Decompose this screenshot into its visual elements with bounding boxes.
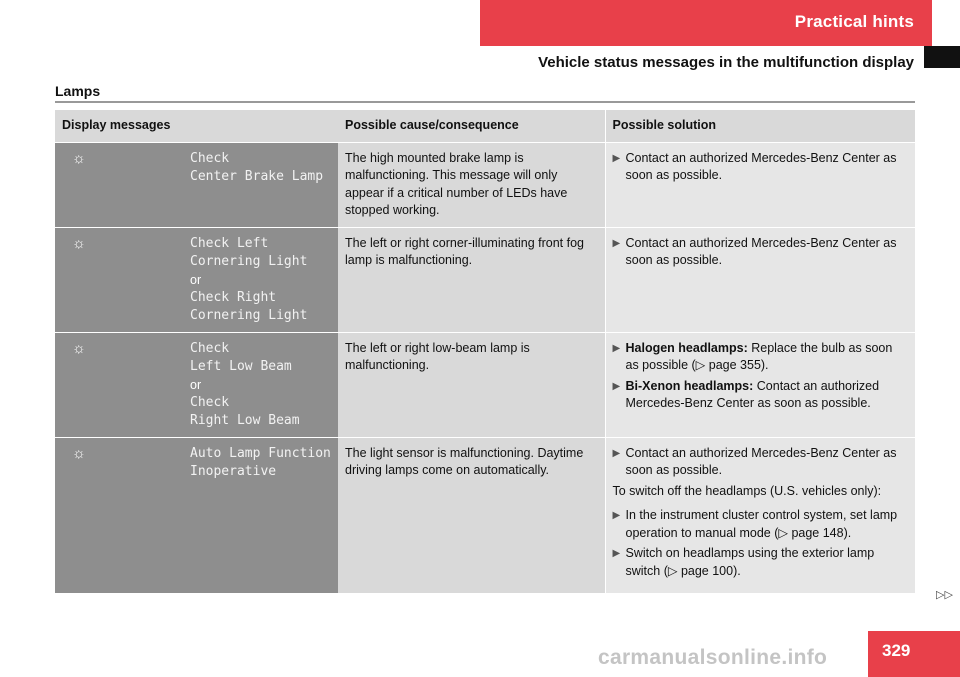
page-number: 329 <box>868 631 960 677</box>
solution-step <box>613 150 909 185</box>
display-message-text <box>190 340 300 430</box>
solution-step-text: Contact an authorized Mercedes-Benz Center as soon as possible. <box>625 378 880 410</box>
corner-block <box>924 46 960 68</box>
cause-cell: The left or right low-beam lamp is malfunctioning. <box>338 332 605 437</box>
display-message-cell <box>55 332 338 437</box>
solution-step <box>613 545 909 580</box>
solution-cell <box>605 437 915 593</box>
cause-cell: The left or right corner-illuminating front fog lamp is malfunctioning. <box>338 227 605 332</box>
display-line: Cornering Light <box>190 253 308 269</box>
cause-cell: The light sensor is malfunctioning. Daytime driving lamps come on automatically. <box>338 437 605 593</box>
solution-step-text: In the instrument cluster control system, set lamp operation to manual mode (▷ page 148). <box>625 508 898 540</box>
arrow-right-icon: ▶ <box>612 548 621 559</box>
table-row <box>55 142 915 227</box>
arrow-right-icon: ▶ <box>612 237 621 249</box>
solution-step-text: Switch on headlamps using the exterior lamp switch (▷ page 100). <box>625 546 875 578</box>
display-line: Inoperative <box>190 463 277 479</box>
solution-step-label: Halogen headlamps: <box>625 340 748 355</box>
arrow-right-icon: ▶ <box>612 447 621 459</box>
column-header-display: Display messages <box>55 110 338 142</box>
solution-cell <box>605 332 915 437</box>
arrow-right-icon: ▶ <box>612 342 621 354</box>
solution-step <box>613 445 909 480</box>
solution-step <box>613 507 909 542</box>
table-row <box>55 437 915 593</box>
column-header-cause: Possible cause/consequence <box>338 110 605 142</box>
chapter-tab: Practical hints <box>480 0 932 46</box>
display-line: Right Low Beam <box>190 412 300 428</box>
column-header-solution: Possible solution <box>605 110 915 142</box>
display-message-cell <box>55 142 338 227</box>
arrow-right-icon: ▶ <box>612 510 621 521</box>
lamp-icon: ☼ <box>72 444 86 462</box>
display-line: Cornering Light <box>190 307 308 323</box>
display-line: Check <box>190 150 230 166</box>
table-row <box>55 332 915 437</box>
display-message-cell <box>55 437 338 593</box>
table-body <box>55 142 915 593</box>
lamp-icon: ☼ <box>72 234 86 252</box>
table-header-row <box>55 110 915 142</box>
table-row <box>55 227 915 332</box>
arrow-right-icon: ▶ <box>612 152 621 164</box>
display-or: or <box>190 377 202 392</box>
solution-step-text: Contact an authorized Mercedes-Benz Center as soon as possible. <box>625 235 897 267</box>
display-or: or <box>190 272 202 287</box>
display-line: Left Low Beam <box>190 358 292 374</box>
solution-step <box>613 235 909 270</box>
display-message-text <box>190 150 323 186</box>
solution-cell <box>605 227 915 332</box>
display-line: Check Left <box>190 235 269 251</box>
solution-step-text: Replace the bulb as soon as possible (▷ page 355). <box>625 340 893 372</box>
display-line: Auto Lamp Function <box>190 445 331 461</box>
section-title: Vehicle status messages in the multifunction display <box>538 54 914 71</box>
solution-step <box>613 378 909 413</box>
arrow-right-icon: ▶ <box>612 380 621 392</box>
display-message-text <box>190 235 307 325</box>
solution-note: To switch off the headlamps (U.S. vehicles only): <box>612 483 882 498</box>
solution-step-text: Contact an authorized Mercedes-Benz Center as soon as possible. <box>625 445 897 477</box>
solution-cell <box>605 142 915 227</box>
solution-step <box>613 340 909 375</box>
display-message-text <box>190 445 331 481</box>
display-line: Check Right <box>190 289 277 305</box>
display-message-cell <box>55 227 338 332</box>
lamp-icon: ☼ <box>72 339 86 357</box>
solution-step-text: Contact an authorized Mercedes-Benz Center as soon as possible. <box>625 150 897 182</box>
display-line: Check <box>190 394 230 410</box>
continue-mark: ▷▷ <box>936 589 953 601</box>
lamp-icon: ☼ <box>72 149 86 167</box>
lamps-table <box>55 110 915 594</box>
display-line: Center Brake Lamp <box>190 168 324 184</box>
cause-cell: The high mounted brake lamp is malfunctioning. This message will only appear if a critical number of LEDs have stopped working. <box>338 142 605 227</box>
display-line: Check <box>190 340 230 356</box>
subsection-title: Lamps <box>55 83 101 99</box>
watermark: carmanualsonline.info <box>598 646 828 669</box>
divider-rule <box>55 101 915 103</box>
solution-step-label: Bi-Xenon headlamps: <box>625 378 754 393</box>
